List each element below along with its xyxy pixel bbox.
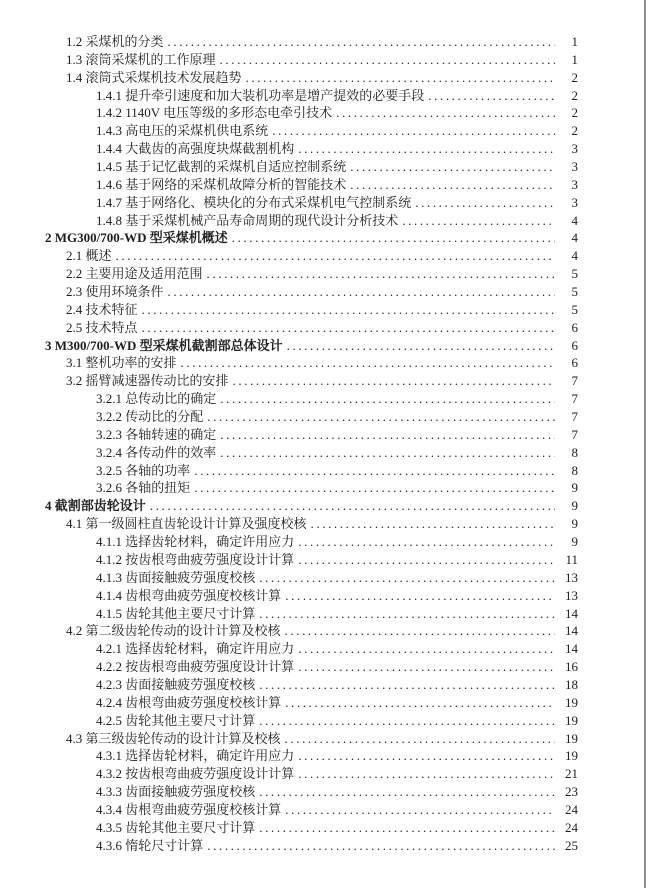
dot-leader [402,212,555,230]
toc-entry [66,730,578,748]
toc-entry-page-number: 2 [571,105,578,121]
dot-leader [207,265,555,283]
toc-entry-page-number: 3 [571,159,578,175]
dot-leader [181,354,555,372]
toc-entry [96,801,578,819]
dot-leader [207,408,555,426]
toc-entry-label: 1.4.7 基于网络化、模块化的分布式采煤机电气控制系统 [96,194,412,210]
toc-entry-label: 4 截割部齿轮设计 [45,498,146,514]
toc-entry [96,104,578,122]
dot-leader [233,372,555,390]
dot-leader [415,194,555,212]
toc-entry-page-number: 9 [571,480,578,496]
toc-entry-page-number: 2 [571,87,578,103]
toc-entry-page-number: 4 [571,212,578,228]
dot-leader [298,551,555,569]
toc-entry-label: 4.3.1 选择齿轮材料，确定许用应力 [96,748,295,764]
toc-entry-page-number: 7 [571,426,578,442]
toc-entry-page-number: 8 [571,462,578,478]
dot-leader [259,712,555,730]
toc-entry-page-number: 18 [565,676,578,692]
toc-entry [96,390,578,408]
toc-entry-page-number: 6 [571,337,578,353]
toc-entry [45,229,578,247]
toc-entry [66,283,578,301]
toc-entry [96,212,578,230]
toc-entry [96,819,578,837]
dot-leader [298,640,555,658]
toc-entry-page-number: 7 [571,373,578,389]
toc-entry-label: 4.3.2 按齿根弯曲疲劳强度设计计算 [96,766,295,782]
toc-entry-label: 4.1.1 选择齿轮材料，确定许用应力 [96,534,295,550]
dot-leader [207,837,555,855]
toc-entry-label: 2.2 主要用途及适用范围 [66,266,203,282]
dot-leader [246,69,555,87]
toc-entry-page-number: 25 [565,837,578,853]
toc-entry-label: 1.4.5 基于记忆截割的采煤机自适应控制系统 [96,159,347,175]
toc-entry-label: 1.3 滚筒采煤机的工作原理 [66,51,216,67]
toc-entry-page-number: 5 [571,284,578,300]
dot-leader [259,676,555,694]
dot-leader [311,515,555,533]
dot-leader [168,33,555,51]
toc-entry [96,140,578,158]
toc-entry [96,837,578,855]
toc-entry-label: 3.1 整机功率的安排 [66,355,177,371]
toc-entry-label: 3.2.3 各轴转速的确定 [96,426,217,442]
dot-leader [336,104,555,122]
toc-entry-label: 4.2.4 齿根弯曲疲劳强度校核计算 [96,694,282,710]
dot-leader [259,569,555,587]
toc-entry [66,319,578,337]
toc-entry-page-number: 5 [571,266,578,282]
toc-entry-page-number: 19 [565,712,578,728]
dot-leader [259,819,555,837]
toc-entry-page-number: 4 [571,230,578,246]
toc-entry-label: 2.1 概述 [66,248,112,264]
toc-entry [96,747,578,765]
toc-entry [66,51,578,69]
toc-entry-page-number: 9 [571,516,578,532]
toc-entry-label: 1.4.3 高电压的采煤机供电系统 [96,123,269,139]
toc-entry [96,605,578,623]
toc-entry-label: 3.2.5 各轴的功率 [96,462,191,478]
toc-entry-label: 4.2 第二级齿轮传动的设计计算及校核 [66,623,281,639]
toc-entry-label: 4.3.6 惰轮尺寸计算 [96,837,204,853]
dot-leader [168,283,555,301]
toc-entry-page-number: 7 [571,409,578,425]
toc-entry-label: 4.2.2 按齿根弯曲疲劳强度设计计算 [96,659,295,675]
toc-entry [45,337,578,355]
toc-entry-page-number: 11 [565,551,578,567]
dot-leader [428,87,555,105]
toc-entry [66,622,578,640]
toc-entry-label: 4.1.2 按齿根弯曲疲劳强度设计计算 [96,551,295,567]
toc-entry [66,301,578,319]
page-edge-line [644,0,646,888]
toc-entry-label: 4.3 第三级齿轮传动的设计计算及校核 [66,730,281,746]
toc-entry-page-number: 7 [571,391,578,407]
dot-leader [194,462,555,480]
toc-entry [96,569,578,587]
dot-leader [259,605,555,623]
toc-entry-label: 4.3.3 齿面接触疲劳强度校核 [96,784,256,800]
toc-entry-label: 3.2.1 总传动比的确定 [96,391,217,407]
toc-entry-page-number: 4 [571,248,578,264]
toc-entry [66,354,578,372]
toc-entry-page-number: 23 [565,784,578,800]
toc-entry-page-number: 14 [565,623,578,639]
toc-entry-page-number: 13 [565,587,578,603]
toc-entry-page-number: 9 [571,498,578,514]
dot-leader [285,801,555,819]
toc-entry-page-number: 8 [571,444,578,460]
toc-entry-label: 2.3 使用环境条件 [66,284,164,300]
toc-entry-page-number: 13 [565,569,578,585]
toc-entry-label: 1.4 滚筒式采煤机技术发展趋势 [66,69,242,85]
toc-entry-page-number: 14 [565,641,578,657]
dot-leader [350,176,555,194]
toc-entry-label: 3.2 摇臂减速器传动比的安排 [66,373,229,389]
toc-entry-label: 1.4.2 1140V 电压等级的多形态电牵引技术 [96,105,333,121]
toc-entry [96,158,578,176]
toc-entry-page-number: 24 [565,819,578,835]
dot-leader [298,765,555,783]
toc-entry-page-number: 3 [571,141,578,157]
toc-entry-page-number: 19 [565,730,578,746]
toc-entry [96,676,578,694]
toc-entry-page-number: 2 [571,69,578,85]
toc-entry-label: 4.1.4 齿根弯曲疲劳强度校核计算 [96,587,282,603]
toc-entry [96,765,578,783]
toc-entry [66,372,578,390]
toc-entry-label: 1.4.1 提升牵引速度和加大装机功率是增产提效的必要手段 [96,87,425,103]
toc-entry [96,551,578,569]
dot-leader [350,158,555,176]
toc-entry-label: 4.1.3 齿面接触疲劳强度校核 [96,569,256,585]
dot-leader [116,247,555,265]
toc-entry [96,408,578,426]
dot-leader [142,319,555,337]
table-of-contents [45,33,578,855]
toc-entry-label: 4.2.1 选择齿轮材料，确定许用应力 [96,641,295,657]
toc-entry-page-number: 2 [571,123,578,139]
toc-entry-label: 1.4.8 基于采煤机械产品寿命周期的现代设计分析技术 [96,212,399,228]
toc-entry [96,87,578,105]
toc-entry-label: 4.2.5 齿轮其他主要尺寸计算 [96,712,256,728]
toc-entry-label: 3.2.2 传动比的分配 [96,409,204,425]
toc-entry [96,426,578,444]
toc-entry-page-number: 19 [565,694,578,710]
toc-entry-page-number: 19 [565,748,578,764]
toc-entry [96,694,578,712]
toc-entry [96,658,578,676]
toc-entry-label: 2.4 技术特征 [66,301,138,317]
toc-entry [66,265,578,283]
toc-entry [96,122,578,140]
toc-entry-label: 3.2.6 各轴的扭矩 [96,480,191,496]
toc-entry-page-number: 1 [571,51,578,67]
dot-leader [285,694,555,712]
toc-entry-page-number: 6 [571,319,578,335]
toc-entry [66,33,578,51]
toc-entry-label: 1.4.6 基于网络的采煤机故障分析的智能技术 [96,176,347,192]
toc-entry-page-number: 9 [571,534,578,550]
dot-leader [142,301,555,319]
toc-entry-page-number: 14 [565,605,578,621]
dot-leader [220,444,555,462]
dot-leader [298,658,555,676]
toc-entry-label: 4.1 第一级圆柱直齿轮设计计算及强度校核 [66,516,307,532]
toc-entry-page-number: 6 [571,355,578,371]
toc-entry [96,533,578,551]
toc-entry [96,176,578,194]
toc-entry-label: 4.3.5 齿轮其他主要尺寸计算 [96,819,256,835]
dot-leader [194,479,555,497]
dot-leader [298,747,555,765]
toc-entry [66,69,578,87]
dot-leader [220,390,555,408]
dot-leader [298,533,555,551]
dot-leader [259,783,555,801]
dot-leader [285,730,555,748]
toc-entry-page-number: 1 [571,34,578,49]
toc-entry-label: 1.2 采煤机的分类 [66,34,164,49]
toc-entry [96,587,578,605]
dot-leader [298,140,555,158]
dot-leader [272,122,555,140]
toc-entry [96,479,578,497]
toc-entry [96,712,578,730]
dot-leader [220,51,555,69]
dot-leader [150,497,555,515]
dot-leader [232,229,555,247]
toc-entry [66,515,578,533]
toc-entry-label: 2 MG300/700-WD 型采煤机概述 [45,230,228,246]
toc-entry-label: 2.5 技术特点 [66,319,138,335]
toc-entry-page-number: 24 [565,801,578,817]
dot-leader [287,337,555,355]
toc-entry [96,462,578,480]
dot-leader [285,587,555,605]
toc-entry-page-number: 16 [565,659,578,675]
toc-entry [96,444,578,462]
toc-entry-page-number: 21 [565,766,578,782]
toc-entry-label: 3.2.4 各传动件的效率 [96,444,217,460]
toc-entry [96,783,578,801]
toc-entry-page-number: 5 [571,301,578,317]
toc-entry-label: 1.4.4 大截齿的高强度块煤截割机构 [96,141,295,157]
toc-entry [66,247,578,265]
toc-entry-label: 3 M300/700-WD 型采煤机截割部总体设计 [45,337,283,353]
dot-leader [220,426,555,444]
toc-entry-label: 4.1.5 齿轮其他主要尺寸计算 [96,605,256,621]
toc-entry-label: 4.2.3 齿面接触疲劳强度校核 [96,676,256,692]
toc-entry [45,497,578,515]
toc-entry-label: 4.3.4 齿根弯曲疲劳强度校核计算 [96,801,282,817]
toc-entry-page-number: 3 [571,176,578,192]
toc-entry [96,194,578,212]
toc-entry [96,640,578,658]
toc-entry-page-number: 3 [571,194,578,210]
dot-leader [285,622,555,640]
